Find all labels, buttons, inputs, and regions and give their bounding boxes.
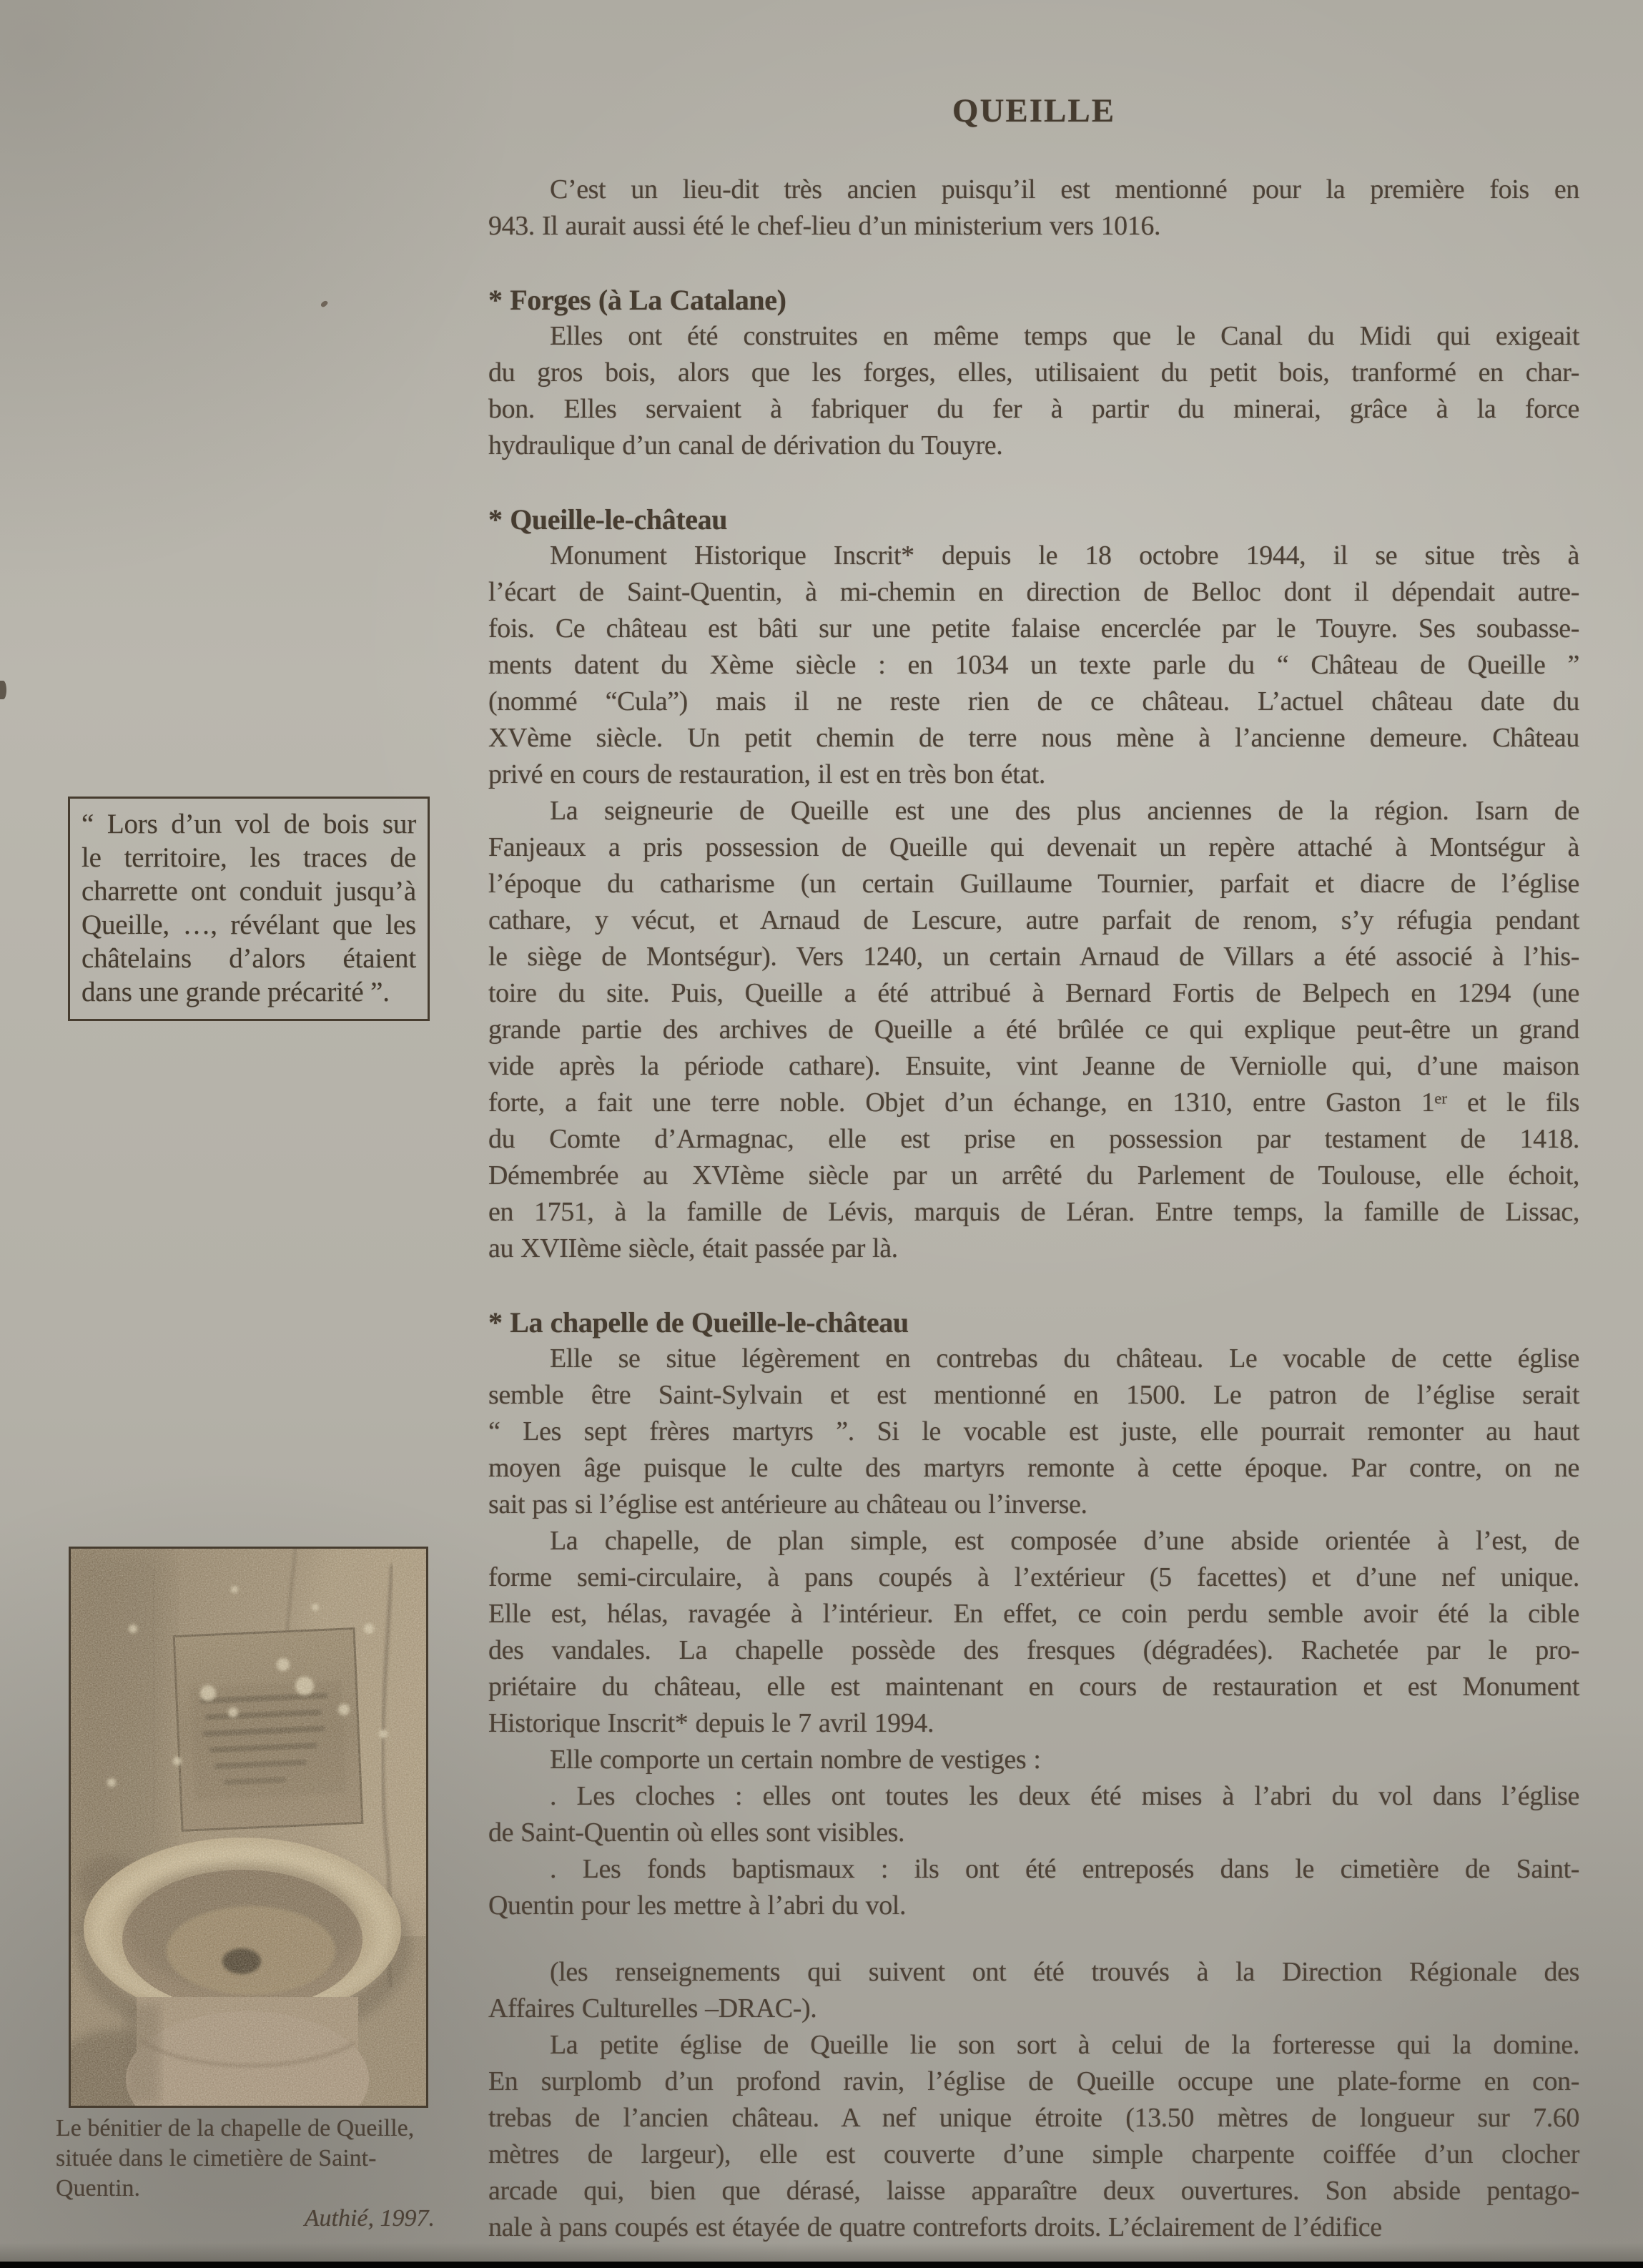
text-line: bon. Elles servaient à fabriquer du fer à partir du minerai, grâce à la force [488,394,1579,424]
text-line: . Les fonds baptismaux : ils ont été entreposés dans le cimetière de Saint- [550,1854,1579,1884]
photo-caption-line-1: Le bénitier de la chapelle de Queille, [56,2115,415,2141]
text-line: arcade qui, bien que dérasé, laisse apparaître deux ouvertures. Son abside pentago- [488,2176,1579,2206]
paragraph [488,318,1579,464]
text-line: du gros bois, alors que les forges, elles, utilisaient du petit bois, tranformé en char- [488,358,1579,388]
text-line: de Saint-Quentin où elles sont visibles. [488,1818,905,1848]
text-line: Historique Inscrit* depuis le 7 avril 1994. [488,1708,934,1738]
margin-quote-box [68,797,430,1021]
benitier-photo [69,1547,428,2108]
text-line: “ Les sept frères martyrs ”. Si le vocable est juste, elle pourrait remonter au haut [488,1416,1579,1446]
paragraph [488,1778,1579,1851]
section-heading: * Forges (à La Catalane) [488,284,786,316]
scan-speck [320,300,329,308]
text-line: Elle se situe légèrement en contrebas du château. Le vocable de cette église [550,1343,1579,1374]
text-line: trebas de l’ancien château. A nef unique étroite (13.50 mètres de longueur sur 7.60 [488,2103,1579,2133]
quote-line: châtelains d’alors étaient [82,943,416,974]
text-line: nale à pans coupés est étayée de quatre contreforts droits. L’éclairement de l’édifice [488,2212,1382,2242]
text-line: Elle comporte un certain nombre de vestiges : [550,1745,1041,1775]
page-title: QUEILLE [952,92,1116,129]
paragraph [488,1851,1579,1924]
text-line: forte, a fait une terre noble. Objet d’un échange, en 1310, entre Gaston 1ᵉʳ et le fils [488,1088,1579,1118]
text-line: Démembrée au XVIème siècle par un arrêté du Parlement de Toulouse, elle échoit, [488,1160,1579,1190]
text-line: C’est un lieu-dit très ancien puisqu’il est mentionné pour la première fois en [550,174,1579,204]
text-line: vide après la période cathare). Ensuite, vint Jeanne de Verniolle qui, d’une maison [488,1051,1579,1081]
text-line: forme semi-circulaire, à pans coupés à l’extérieur (5 facettes) et d’une nef unique. [488,1562,1579,1592]
text-line: du Comte d’Armagnac, elle est prise en possession par testament de 1418. [488,1124,1579,1154]
paragraph [488,1523,1579,1742]
text-line: Quentin pour les mettre à l’abri du vol. [488,1890,907,1921]
photo-caption-credit: Authié, 1997. [304,2205,435,2232]
scan-speck [0,681,6,699]
text-line: (les renseignements qui suivent ont été trouvés à la Direction Régionale des [550,1957,1579,1987]
paragraph [488,793,1579,1267]
paragraph [488,172,1579,245]
paragraph [488,1954,1579,2027]
text-line: le siège de Montségur). Vers 1240, un certain Arnaud de Villars a été associé à l’his- [488,942,1579,972]
quote-line: Queille, …, révélant que les [82,909,416,940]
text-line: Elles ont été construites en même temps que le Canal du Midi qui exigeait [550,321,1579,351]
section-heading: * Queille-le-château [488,503,728,536]
text-line: toire du site. Puis, Queille a été attribué à Bernard Fortis de Belpech en 1294 (une [488,978,1579,1008]
text-line: Elle est, hélas, ravagée à l’intérieur. En effet, ce coin perdu semble avoir été la cible [488,1599,1579,1629]
section-heading: * La chapelle de Queille-le-château [488,1306,909,1338]
text-line: ments datent du Xème siècle : en 1034 un texte parle du “ Château de Queille ” [488,650,1579,680]
paragraph [488,2027,1579,2246]
photo-caption [56,2114,435,2234]
quote-line: charrette ont conduit jusqu’à [82,876,416,907]
text-line: cathare, y vécut, et Arnaud de Lescure, autre parfait de renom, s’y réfugia pendant [488,905,1579,935]
main-text-column [488,90,1579,2246]
photo-caption-line-2: située dans le cimetière de Saint-Quentin. [56,2145,377,2202]
text-line: XVème siècle. Un petit chemin de terre nous mène à l’ancienne demeure. Château [488,723,1579,753]
text-line: . Les cloches : elles ont toutes les deux été mises à l’abri du vol dans l’église [550,1781,1579,1811]
paragraph [488,1742,1579,1778]
text-line: mètres de largeur), elle est couverte d’une simple charpente coiffée d’un clocher [488,2139,1579,2169]
quote-line: “ Lors d’un vol de bois sur [82,809,416,839]
text-line: l’époque du catharisme (un certain Guillaume Tournier, parfait et diacre de l’église [488,869,1579,899]
text-line: au XVIIème siècle, était passée par là. [488,1233,898,1263]
paragraph [488,1341,1579,1523]
text-line: La seigneurie de Queille est une des plus anciennes de la région. Isarn de [550,796,1579,826]
quote-line: le territoire, les traces de [82,842,416,873]
text-line: semble être Saint-Sylvain et est mentionné en 1500. Le patron de l’église serait [488,1380,1579,1410]
text-line: hydraulique d’un canal de dérivation du Touyre. [488,430,1003,460]
text-line: en 1751, à la famille de Lévis, marquis de Léran. Entre temps, la famille de Lissac, [488,1197,1579,1227]
scan-edge-shadow [0,2243,1643,2262]
text-line: (nommé “Cula”) mais il ne reste rien de ce château. L’actuel château date du [488,686,1579,716]
paragraph [488,538,1579,793]
text-line: des vandales. La chapelle possède des fresques (dégradées). Rachetée par le pro- [488,1635,1579,1665]
text-line: moyen âge puisque le culte des martyrs remonte à cette époque. Par contre, on ne [488,1453,1579,1483]
text-line: privé en cours de restauration, il est en très bon état. [488,759,1045,789]
text-line: La petite église de Queille lie son sort à celui de la forteresse qui la domine. [550,2030,1579,2060]
text-line: 943. Il aurait aussi été le chef-lieu d’un ministerium vers 1016. [488,211,1161,241]
scan-edge-bar [0,2262,1643,2268]
text-line: La chapelle, de plan simple, est composée d’une abside orientée à l’est, de [550,1526,1579,1556]
text-line: Monument Historique Inscrit* depuis le 18 octobre 1944, il se situe très à [550,541,1579,571]
benitier-photo-image [69,1547,428,2108]
text-line: grande partie des archives de Queille a été brûlée ce qui explique peut-être un grand [488,1015,1579,1045]
text-line: sait pas si l’église est antérieure au château ou l’inverse. [488,1489,1087,1519]
text-line: Fanjeaux a pris possession de Queille qui devenait un repère attaché à Montségur à [488,832,1579,862]
text-line: fois. Ce château est bâti sur une petite falaise encerclée par le Touyre. Ses soubasse- [488,613,1579,644]
text-line: l’écart de Saint-Quentin, à mi-chemin en direction de Belloc dont il dépendait autre- [488,577,1579,607]
quote-line: dans une grande précarité ”. [82,977,390,1007]
text-line: priétaire du château, elle est maintenant en cours de restauration et est Monument [488,1672,1579,1702]
text-line: En surplomb d’un profond ravin, l’église de Queille occupe une plate-forme en con- [488,2066,1579,2096]
text-line: Affaires Culturelles –DRAC-). [488,1993,817,2023]
